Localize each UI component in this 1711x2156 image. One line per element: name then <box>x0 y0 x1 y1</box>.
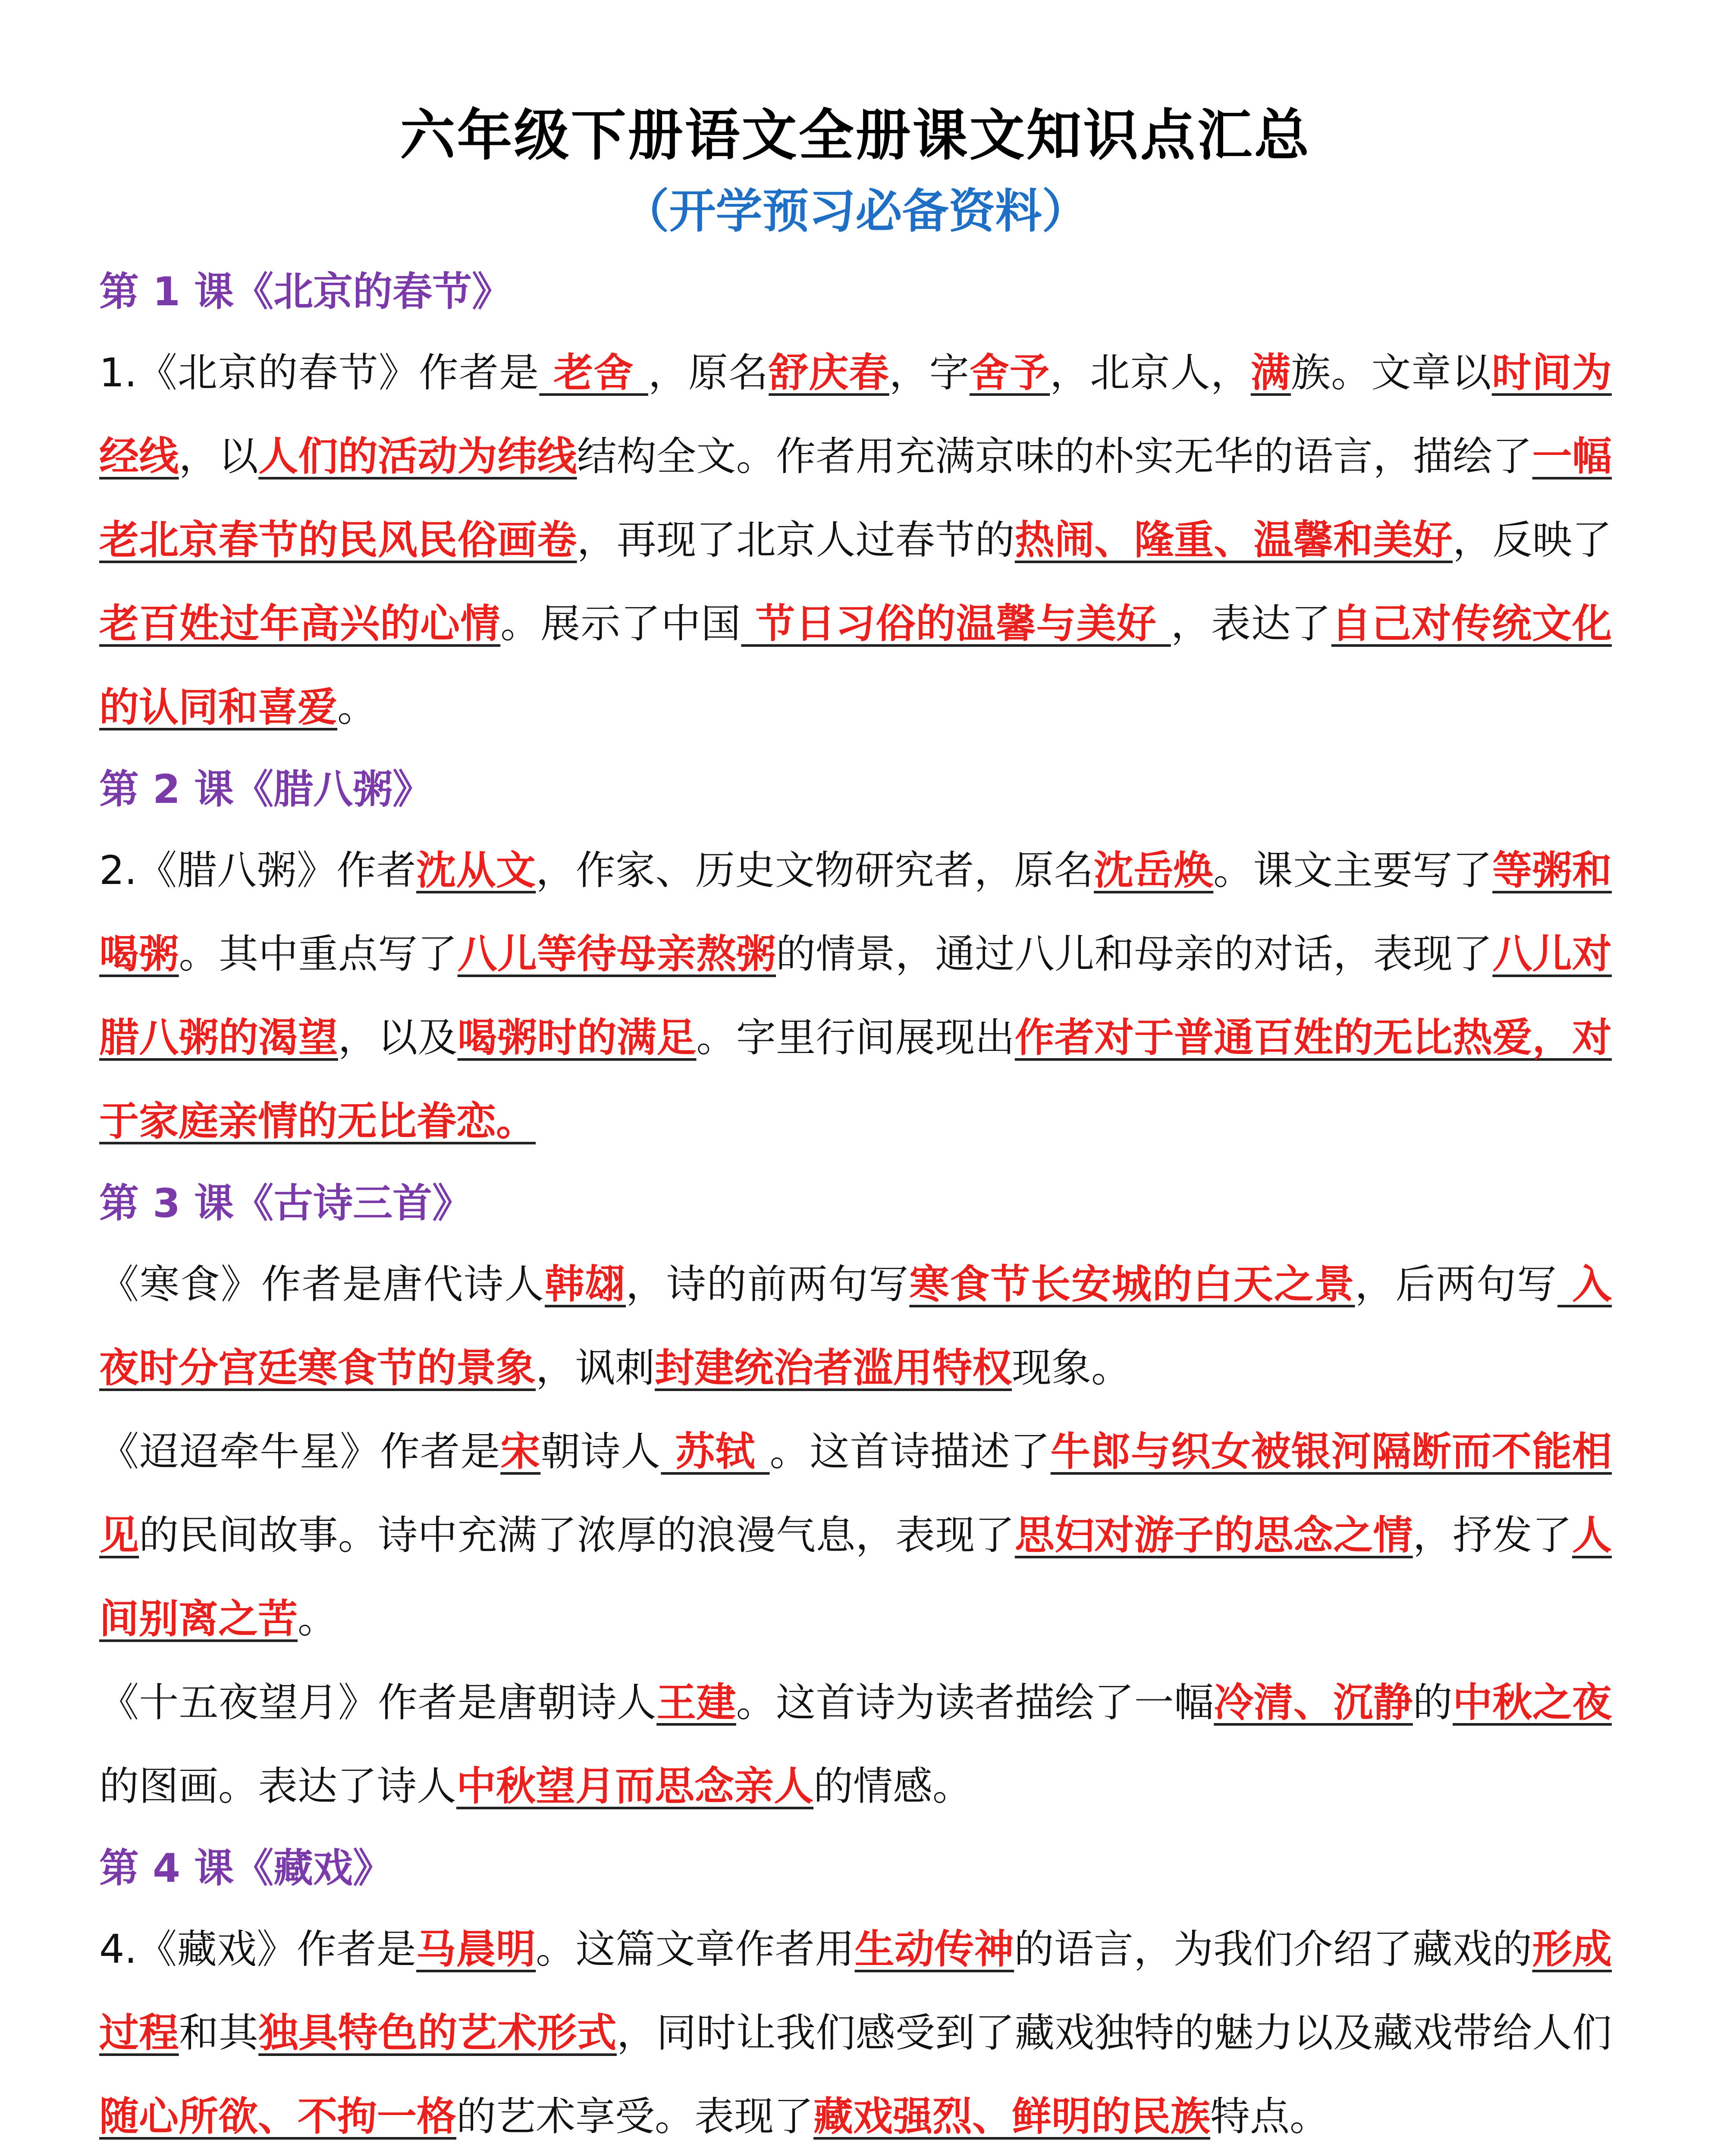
body-text: 的 <box>1413 1680 1453 1726</box>
lesson-paragraph <box>99 1908 1612 2156</box>
body-text: 的图画。表达了诗人 <box>99 1763 457 1809</box>
highlighted-answer: 沈岳焕 <box>1094 847 1214 893</box>
highlighted-answer: 寒食节长安城的白天之景 <box>909 1261 1355 1307</box>
body-text: 族。文章以 <box>1290 350 1492 396</box>
lesson-heading: 第 2 课《腊八粥》 <box>99 766 433 812</box>
highlighted-answer: 满 <box>1250 350 1291 396</box>
highlighted-answer: 一幅老北京春节的民风民俗画卷 <box>99 433 1612 563</box>
body-text: ，抒发了 <box>1413 1512 1572 1558</box>
highlighted-answer: 沈从文 <box>416 847 536 893</box>
highlighted-answer: 八儿等待母亲熬粥 <box>457 931 776 977</box>
highlighted-answer: 中秋望月而思念亲人 <box>456 1763 814 1809</box>
body-text: 《十五夜望月》作者是唐朝诗人 <box>99 1680 657 1726</box>
body-text: 。这首诗描述了 <box>769 1429 1051 1475</box>
highlighted-answer: 舒庆春 <box>769 350 889 396</box>
highlighted-answer: 作者对于普通百姓的无比热爱，对于家庭亲情的无比眷恋。 <box>99 1015 1612 1144</box>
body-text: 2.《腊八粥》作者 <box>99 847 417 893</box>
highlighted-answer: 宋 <box>500 1429 541 1475</box>
body-text: 的情感。 <box>813 1763 973 1809</box>
highlighted-answer: 热闹、隆重、温馨和美好 <box>1014 517 1453 563</box>
lesson-paragraph <box>99 829 1612 1163</box>
body-text: ，以 <box>179 433 259 479</box>
body-text: 特点。 <box>1210 2093 1330 2140</box>
highlighted-answer: 人间别离之苦 <box>99 1512 1612 1642</box>
body-text: ，讽刺 <box>536 1345 655 1391</box>
body-text: ，表达了 <box>1171 601 1331 647</box>
highlighted-answer: 老舍 <box>539 350 648 396</box>
highlighted-answer: 马晨明 <box>416 1926 536 1972</box>
body-text: 。展示了中国 <box>500 601 741 647</box>
body-text: ，诗的前两句写 <box>625 1261 910 1307</box>
body-text: ，字 <box>889 350 970 396</box>
body-text: 。其中重点写了 <box>179 931 458 977</box>
body-text: 《迢迢牵牛星》作者是 <box>99 1429 501 1475</box>
body-text: 。 <box>337 684 377 730</box>
highlighted-answer: 牛郎与织女被银河隔断而不能相见 <box>99 1429 1612 1558</box>
body-text: ，同时让我们感受到了藏戏独特的魅力以及藏戏带给人们 <box>616 2010 1612 2056</box>
highlighted-answer: 时间为经线 <box>99 350 1612 479</box>
body-text: 。课文主要写了 <box>1213 847 1493 893</box>
highlighted-answer: 藏戏强烈、鲜明的民族 <box>813 2093 1211 2140</box>
body-text: ，原名 <box>648 350 769 396</box>
highlighted-answer: 节日习俗的温馨与美好 <box>741 601 1171 647</box>
body-text: ，以及 <box>338 1015 458 1061</box>
highlighted-answer: 思妇对游子的思念之情 <box>1014 1512 1413 1558</box>
body-text: 的民间故事。诗中充满了浓厚的浪漫气息，表现了 <box>139 1512 1015 1558</box>
highlighted-answer: 老百姓过年高兴的心情 <box>99 601 501 647</box>
highlighted-answer: 喝粥时的满足 <box>457 1015 697 1061</box>
body-text: 。字里行间展现出 <box>696 1015 1015 1061</box>
body-text: ，反映了 <box>1453 517 1612 563</box>
body-text: ，北京人， <box>1050 350 1251 396</box>
lesson-paragraph <box>99 1410 1612 1661</box>
lesson-heading: 第 1 课《北京的春节》 <box>99 269 512 315</box>
highlighted-answer: 独具特色的艺术形式 <box>258 2010 617 2056</box>
highlighted-answer: 入夜时分宫廷寒食节的景象 <box>99 1261 1612 1391</box>
body-text: 的情景，通过八儿和母亲的对话，表现了 <box>776 931 1493 977</box>
highlighted-answer: 舍予 <box>969 350 1050 396</box>
highlighted-answer: 随心所欲、不拘一格 <box>99 2093 457 2140</box>
body-text: 《寒食》作者是唐代诗人 <box>99 1261 545 1307</box>
lesson-paragraph <box>99 1661 1612 1828</box>
body-text: 结构全文。作者用充满京味的朴实无华的语言，描绘了 <box>577 433 1532 479</box>
highlighted-answer: 王建 <box>656 1680 736 1726</box>
highlighted-answer: 人们的活动为纬线 <box>258 433 577 479</box>
body-text: 现象。 <box>1012 1345 1131 1391</box>
highlighted-answer: 等粥和喝粥 <box>99 847 1612 977</box>
highlighted-answer: 封建统治者滥用特权 <box>655 1345 1012 1391</box>
highlighted-answer: 生动传神 <box>854 1926 1014 1972</box>
highlighted-answer: 冷清、沉静 <box>1214 1680 1413 1726</box>
highlighted-answer: 自己对传统文化的认同和喜爱 <box>99 601 1612 730</box>
body-text: ，作家、历史文物研究者，原名 <box>536 847 1094 893</box>
highlighted-answer: 中秋之夜 <box>1453 1680 1612 1726</box>
page-title: 六年级下册语文全册课文知识点汇总 <box>400 103 1311 168</box>
body-text: 。 <box>298 1596 338 1642</box>
highlighted-answer: 形成过程 <box>99 1926 1612 2056</box>
lessons-container <box>99 260 1612 2156</box>
body-text: 朝诗人 <box>540 1429 661 1475</box>
highlighted-answer: 韩翃 <box>545 1261 626 1307</box>
body-text: ，后两句写 <box>1355 1261 1558 1307</box>
body-text: 和其 <box>179 2010 259 2056</box>
body-text: 4.《藏戏》作者是 <box>99 1926 417 1972</box>
lesson-heading: 第 3 课《古诗三首》 <box>99 1180 472 1226</box>
body-text: 。这篇文章作者用 <box>536 1926 855 1972</box>
body-text: 1.《北京的春节》作者是 <box>99 350 540 396</box>
body-text: 的艺术享受。表现了 <box>456 2093 814 2140</box>
body-text: ，再现了北京人过春节的 <box>577 517 1015 563</box>
highlighted-answer: 八儿对腊八粥的渴望 <box>99 931 1612 1061</box>
lesson-heading: 第 4 课《藏戏》 <box>99 1845 393 1891</box>
body-text: 。这首诗为读者描绘了一幅 <box>736 1680 1214 1726</box>
lesson-paragraph <box>99 331 1612 749</box>
page-subtitle: （开学预习必备资料） <box>622 185 1089 238</box>
lesson-paragraph <box>99 1243 1612 1410</box>
body-text: 的语言，为我们介绍了藏戏的 <box>1014 1926 1532 1972</box>
highlighted-answer: 苏轼 <box>661 1429 770 1475</box>
